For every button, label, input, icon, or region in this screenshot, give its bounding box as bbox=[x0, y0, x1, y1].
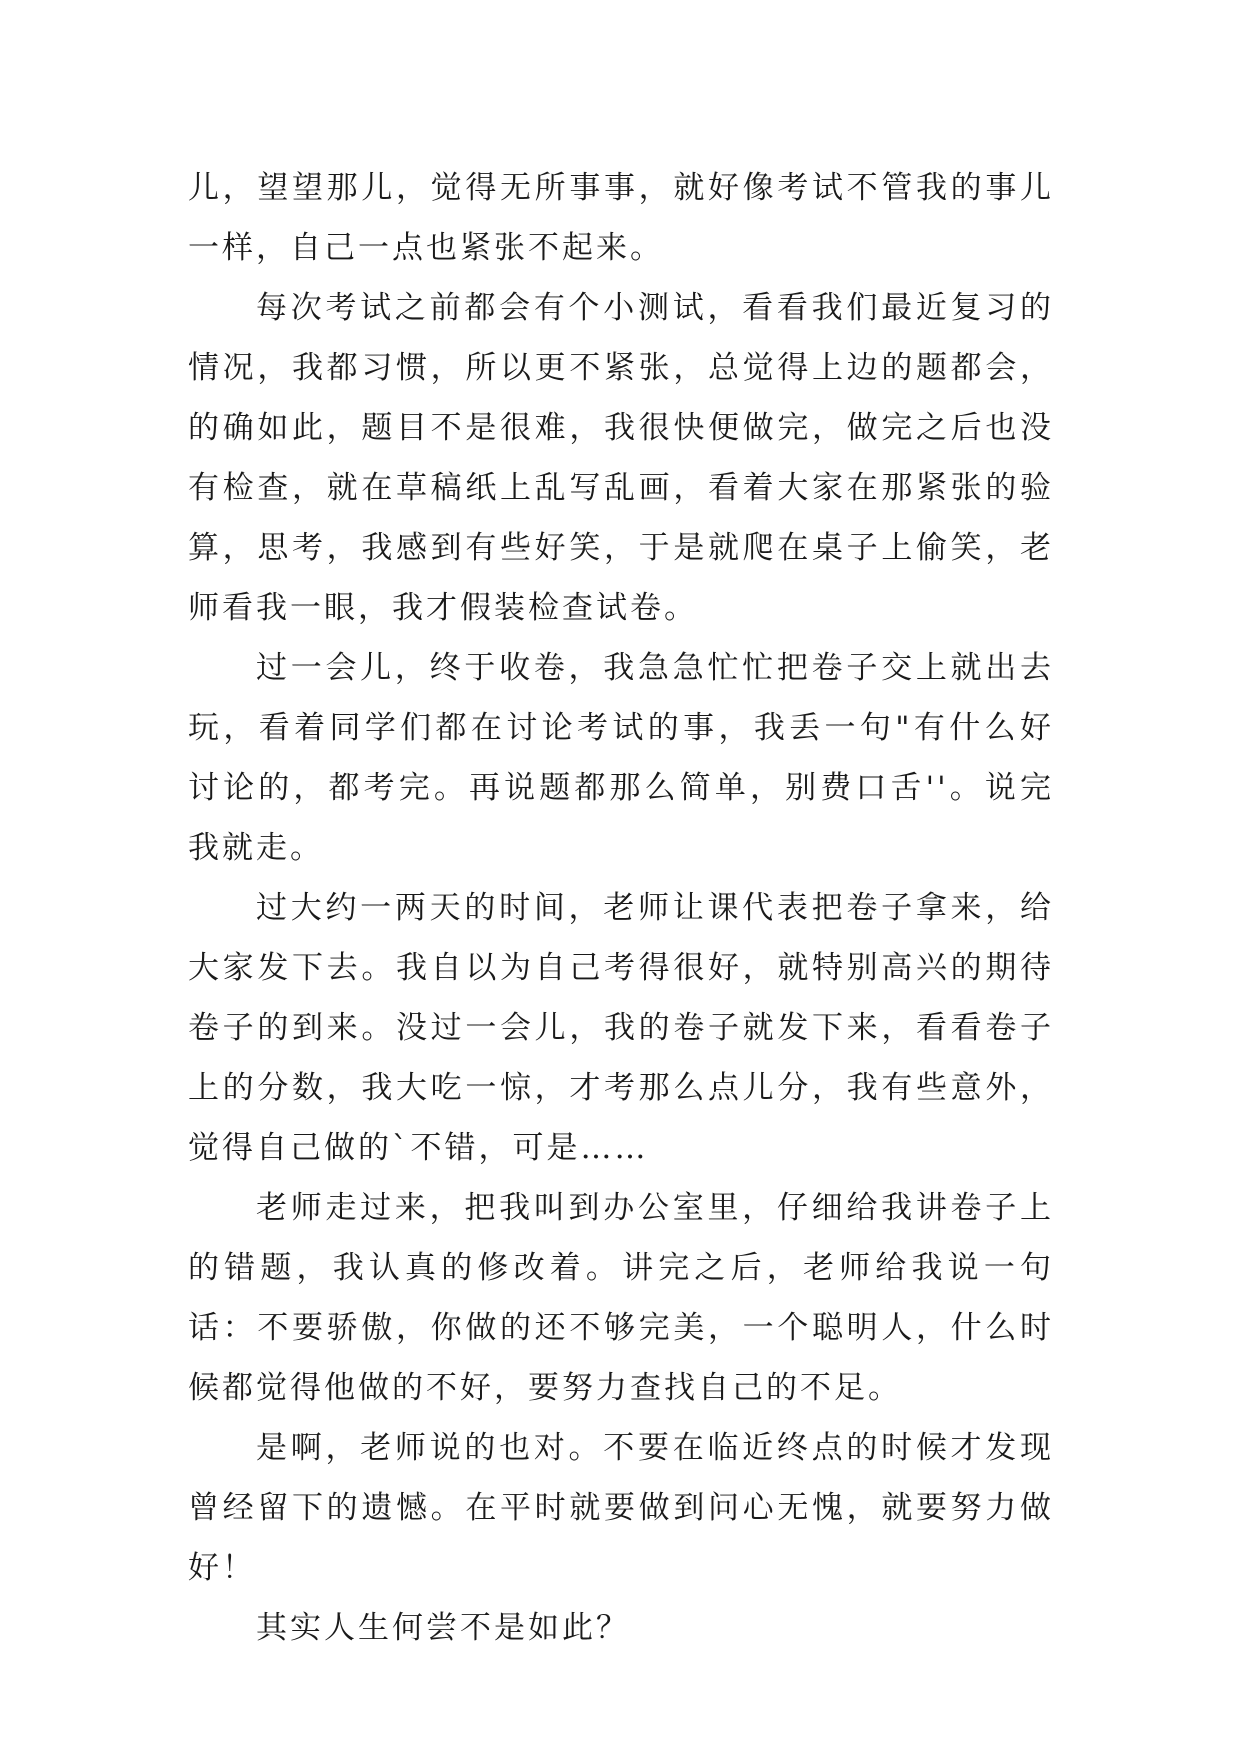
paragraph-continuation: 儿，望望那儿，觉得无所事事，就好像考试不管我的事儿一样，自己一点也紧张不起来。 bbox=[188, 170, 1054, 266]
paragraph-closing: 其实人生何尝不是如此？ bbox=[256, 1610, 630, 1646]
paragraph: 老师走过来，把我叫到办公室里，仔细给我讲卷子上的错题，我认真的修改着。讲完之后，老师给我说一句话：不要骄傲，你做的还不够完美，一个聪明人，什么时候都觉得他做的不好，要努力查找自己的不足。 bbox=[188, 1190, 1054, 1406]
paragraph: 过一会儿，终于收卷，我急急忙忙把卷子交上就出去玩，看着同学们都在讨论考试的事，我丢一句"有什么好讨论的，都考完。再说题都那么简单，别费口舌''。说完我就走。 bbox=[188, 650, 1054, 866]
paragraph: 是啊，老师说的也对。不要在临近终点的时候才发现曾经留下的遗憾。在平时就要做到问心无愧，就要努力做好！ bbox=[188, 1430, 1054, 1586]
document-body bbox=[188, 158, 1054, 1658]
paragraph: 过大约一两天的时间，老师让课代表把卷子拿来，给大家发下去。我自以为自己考得很好，就特别高兴的期待卷子的到来。没过一会儿，我的卷子就发下来，看看卷子上的分数，我大吃一惊，才考那么点儿分，我有些意外，觉得自己做的`不错，可是…… bbox=[188, 890, 1054, 1166]
paragraph: 每次考试之前都会有个小测试，看看我们最近复习的情况，我都习惯，所以更不紧张，总觉得上边的题都会，的确如此，题目不是很难，我很快便做完，做完之后也没有检查，就在草稿纸上乱写乱画，看着大家在那紧张的验算，思考，我感到有些好笑，于是就爬在桌子上偷笑，老师看我一眼，我才假装检查试卷。 bbox=[188, 290, 1054, 626]
